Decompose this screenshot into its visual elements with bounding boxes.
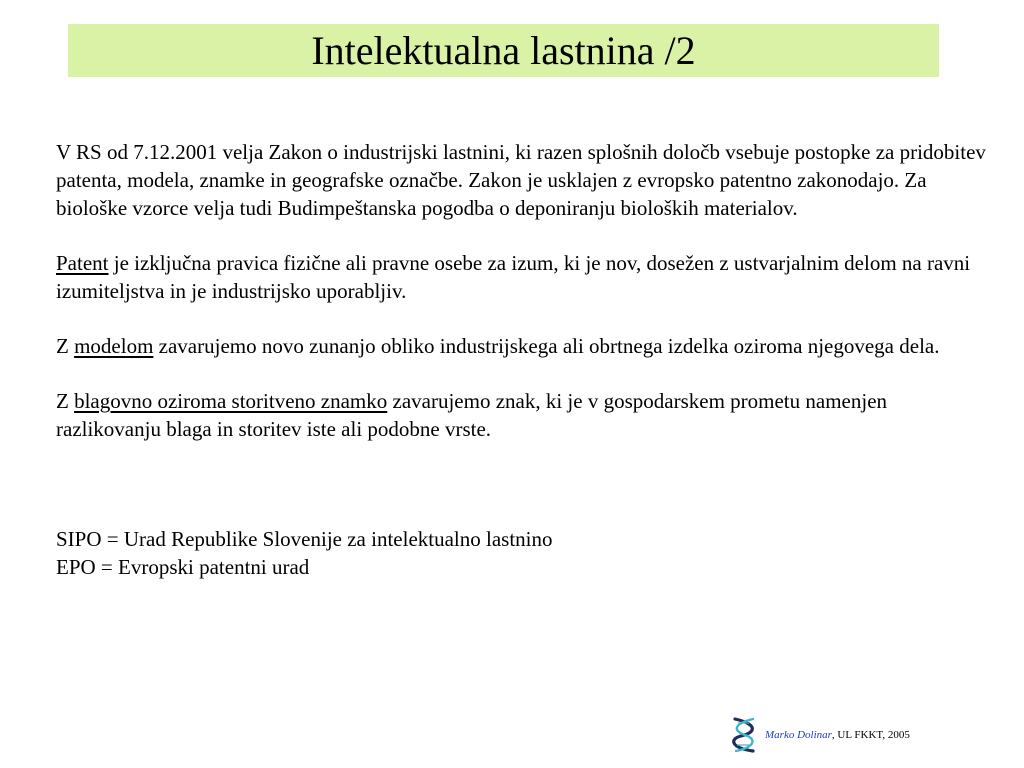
abbreviation-epo: EPO = Evropski patentni urad	[56, 555, 310, 579]
title-bar	[68, 24, 939, 77]
spacer	[56, 360, 986, 387]
slide-footer	[727, 716, 910, 754]
paragraph-model	[56, 332, 986, 360]
trademark-link[interactable]: blagovno oziroma storitveno znamko	[74, 389, 388, 413]
spacer	[56, 305, 986, 332]
model-link[interactable]: modelom	[74, 334, 154, 358]
abbreviation-sipo: SIPO = Urad Republike Slovenije za intelektualno lastnino	[56, 527, 553, 551]
paragraph-patent-text: je izključna pravica fizične ali pravne osebe za izum, ki je nov, dosežen z ustvarjalnim delom na ravni izumiteljstva in je industrijsko uporabljiv.	[56, 251, 971, 303]
footer-affiliation: , UL FKKT, 2005	[831, 729, 910, 741]
spacer	[56, 443, 986, 525]
paragraph-trademark	[56, 387, 986, 443]
slide-body	[56, 138, 986, 581]
paragraph-law: V RS od 7.12.2001 velja Zakon o industrijski lastnini, ki razen splošnih določb vsebuje postopke za pridobitev patenta, modela, znamke in geografske označbe. Zakon je usklajen z evropsko patentno zakonodajo. Za biološke vzorce velja tudi Budimpeštanska pogodba o deponiranju bioloških materialov.	[56, 140, 986, 220]
patent-link[interactable]: Patent	[56, 251, 109, 275]
slide-title: Intelektualna lastnina /2	[311, 27, 696, 73]
author-link[interactable]: Marko Dolinar	[765, 729, 832, 741]
paragraph-trademark-prefix: Z	[56, 389, 75, 413]
dna-helix-icon	[727, 716, 761, 754]
paragraph-model-text: zavarujemo novo zunanjo obliko industrijskega ali obrtnega izdelka oziroma njegovega dela.	[153, 334, 940, 358]
paragraph-patent	[56, 249, 986, 305]
spacer	[56, 222, 986, 249]
paragraph-trademark-text: zavarujemo znak, ki je v gospodarskem prometu namenjen razlikovanju blaga in storitev iste ali podobne vrste.	[56, 389, 888, 441]
paragraph-model-prefix: Z	[56, 334, 75, 358]
